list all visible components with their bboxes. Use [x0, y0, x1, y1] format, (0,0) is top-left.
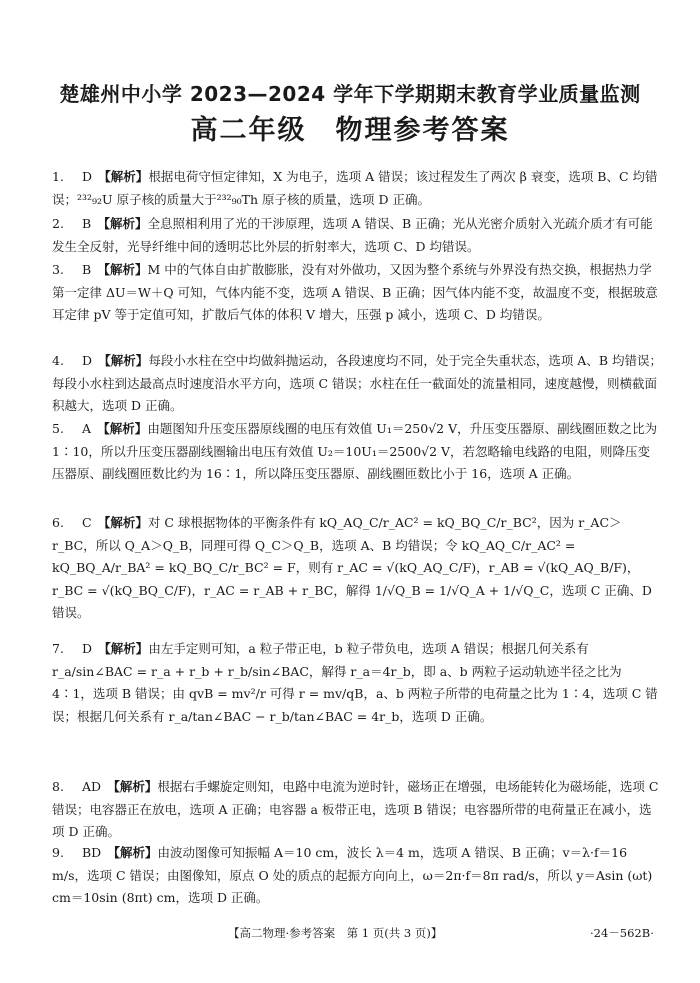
answer-explanation: 全息照相利用了光的干涉原理，选项 A 错误、B 正确；光从光密介质射入光疏介质才有可能发生全反射，光导纤维中间的透明芯比外层的折射率大，选项 C、D 均错误。	[52, 216, 653, 254]
answer-choice: BD	[82, 845, 102, 860]
analysis-tag: 【解析】	[113, 845, 158, 860]
answer-choice: A	[82, 421, 92, 436]
answer-choice: AD	[82, 779, 102, 794]
answer-explanation: 对 C 球根据物体的平衡条件有 kQ_AQ_C/r_AC² = kQ_BQ_C/r_BC²，因为 r_AC＞r_BC，所以 Q_A＞Q_B，同理可得 Q_C＞Q_B，选项 A、B 均错误；令 kQ_AQ_C/r_AC² = kQ_BQ_A/r_BA² = kQ_BQ_C/r_BC² = F，则有 r_AC = √(kQ_AQ_C/F)，r_AB = √(kQ_AQ_B/F)，r_BC = √(kQ_BQ_C/F)，r_AC = r_AB + r_BC，解得 1/√Q_B = 1/√Q_A + 1/√Q_C，选项 C 正确、D 错误。	[52, 515, 652, 620]
answer-number: 9.	[52, 845, 64, 860]
answer-item-2	[52, 213, 662, 258]
answer-item-9	[52, 842, 662, 910]
answer-explanation: 根据右手螺旋定则知，电路中电流为逆时针，磁场正在增强，电场能转化为磁场能，选项 C 错误；电容器正在放电，选项 A 正确；电容器 a 板带正电，选项 B 错误；电容器所带的电荷量正在减小，选项 D 正确。	[52, 779, 659, 839]
answer-number: 7.	[52, 641, 64, 656]
analysis-tag: 【解析】	[113, 779, 158, 794]
analysis-tag: 【解析】	[103, 216, 148, 231]
footer-page-info: 【高二物理·参考答案 第 1 页(共 3 页)】	[228, 926, 443, 940]
answer-number: 6.	[52, 515, 64, 530]
answer-choice: D	[82, 641, 93, 656]
answer-item-6	[52, 512, 662, 625]
analysis-tag: 【解析】	[104, 353, 149, 368]
document-title: 楚雄州中小学 2023—2024 学年下学期期末教育学业质量监测	[59, 82, 641, 106]
analysis-tag: 【解析】	[104, 515, 148, 530]
answer-explanation: 每段小水柱在空中均做斜抛运动，各段速度均不同，处于完全失重状态，选项 A、B 均错误；每段小水柱到达最高点时速度沿水平方向，选项 C 错误；水柱在任一截面处的流量相同，速度越慢，则横截面积越大，选项 D 正确。	[52, 353, 662, 413]
answer-number: 2.	[52, 216, 64, 231]
answer-explanation: 由题图知升压变压器原线圈的电压有效值 U₁＝250√2 V，升压变压器原、副线圈匝数之比为 1∶10，所以升压变压器副线圈输出电压有效值 U₂＝10U₁＝2500√2 V，若忽略输电线路的电阻，则降压变压器原、副线圈匝数比约为 16∶1，所以降压变压器原、副线圈匝数比小于 16，选项 A 正确。	[52, 421, 658, 481]
answer-number: 3.	[52, 262, 64, 277]
answer-choice: B	[82, 262, 92, 277]
answer-item-5	[52, 418, 662, 486]
answer-explanation: M 中的气体自由扩散膨胀，没有对外做功，又因为整个系统与外界没有热交换，根据热力学第一定律 ΔU＝W＋Q 可知，气体内能不变，选项 A 错误、B 正确；因气体内能不变，故温度不变，根据玻意耳定律 pV 等于定值可知，扩散后气体的体积 V 增大，压强 p 减小，选项 C、D 均错误。	[52, 262, 658, 322]
answer-choice: B	[82, 216, 92, 231]
answer-item-3	[52, 259, 662, 327]
answer-item-4	[52, 350, 662, 418]
answer-item-1	[52, 166, 662, 211]
analysis-tag: 【解析】	[104, 641, 149, 656]
answer-explanation: 根据电荷守恒定律知，X 为电子，选项 A 错误；该过程发生了两次 β 衰变，选项 B、C 均错误；²³²₉₂U 原子核的质量大于²³²₉₀Th 原子核的质量，选项 D 正确。	[52, 169, 658, 207]
answer-choice: D	[82, 169, 93, 184]
answer-number: 4.	[52, 353, 64, 368]
answer-number: 1.	[52, 169, 64, 184]
answer-item-7	[52, 638, 662, 728]
analysis-tag: 【解析】	[104, 169, 149, 184]
document-subtitle: 高二年级 物理参考答案	[190, 115, 510, 146]
answer-number: 5.	[52, 421, 64, 436]
answer-choice: C	[82, 515, 92, 530]
answer-explanation: 由波动图像可知振幅 A＝10 cm，波长 λ＝4 m，选项 A 错误、B 正确；v＝λ·f＝16 m/s，选项 C 错误；由图像知，原点 O 处的质点的起振方向向上，ω＝2π·f＝8π rad/s，所以 y＝Asin (ωt) cm＝10sin (8πt) cm，选项 D 正确。	[52, 845, 653, 905]
answer-item-8	[52, 776, 662, 844]
analysis-tag: 【解析】	[103, 262, 148, 277]
answer-choice: D	[82, 353, 93, 368]
analysis-tag: 【解析】	[103, 421, 148, 436]
footer-code: ·24－562B·	[590, 926, 654, 940]
answer-explanation: 由左手定则可知，a 粒子带正电，b 粒子带负电，选项 A 错误；根据几何关系有 r_a/sin∠BAC = r_a + r_b + r_b/sin∠BAC，解得 r_a＝4r_b，即 a、b 两粒子运动轨迹半径之比为 4∶1，选项 B 错误；由 qvB = mv²/r 可得 r = mv/qB，a、b 两粒子所带的电荷量之比为 1∶4，选项 C 错误；根据几何关系有 r_a/tan∠BAC − r_b/tan∠BAC = 4r_b，选项 D 正确。	[52, 641, 658, 724]
answer-number: 8.	[52, 779, 64, 794]
